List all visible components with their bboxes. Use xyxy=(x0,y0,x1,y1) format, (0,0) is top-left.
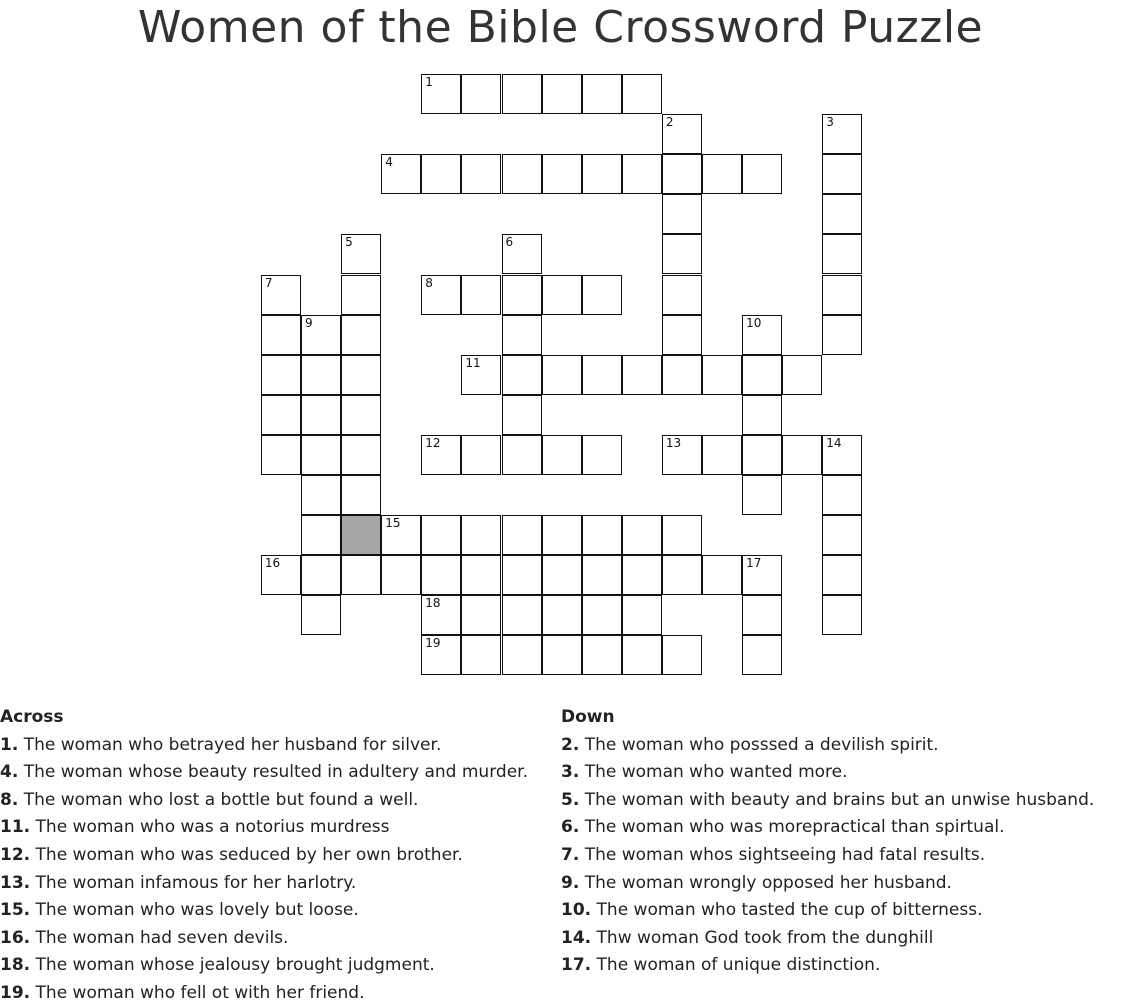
clue-number: 13. xyxy=(0,872,31,893)
grid-cell[interactable] xyxy=(301,315,341,355)
grid-cell[interactable] xyxy=(662,435,702,475)
grid-cell[interactable] xyxy=(261,555,301,595)
grid-cell[interactable] xyxy=(421,275,461,315)
grid-cell[interactable] xyxy=(582,275,622,315)
grid-cell[interactable] xyxy=(301,435,341,475)
grid-cell[interactable] xyxy=(381,515,421,555)
grid-cell[interactable] xyxy=(822,194,862,234)
cell-number: 7 xyxy=(264,275,273,290)
cell-number: 10 xyxy=(746,315,762,330)
across-clues xyxy=(0,704,560,1008)
down-clues xyxy=(561,704,1121,980)
down-heading: Down xyxy=(561,707,615,727)
grid-cell[interactable] xyxy=(502,435,542,475)
grid-cell[interactable] xyxy=(421,515,461,555)
clue-number: 17. xyxy=(561,955,592,976)
shaded-cell xyxy=(341,515,381,555)
clue-text: The woman who wanted more. xyxy=(584,762,848,783)
grid-cell[interactable] xyxy=(261,275,301,315)
grid-cell[interactable] xyxy=(542,555,582,595)
cell-number: 3 xyxy=(826,115,834,130)
grid-cell[interactable] xyxy=(381,555,421,595)
clue-number: 6. xyxy=(561,817,580,838)
grid-cell[interactable] xyxy=(502,275,542,315)
grid-cell[interactable] xyxy=(301,475,341,515)
grid-cell[interactable] xyxy=(461,435,501,475)
clue-text: The woman who was morepractical than spirtual. xyxy=(584,817,1005,838)
grid-cell[interactable] xyxy=(502,154,542,194)
clue-down-2 xyxy=(561,732,1121,760)
grid-cell[interactable] xyxy=(421,435,461,475)
grid-cell[interactable] xyxy=(461,275,501,315)
grid-cell[interactable] xyxy=(742,595,782,635)
clue-across-13 xyxy=(0,870,560,898)
grid-cell[interactable] xyxy=(301,395,341,435)
clue-number: 18. xyxy=(0,955,31,976)
grid-cell[interactable] xyxy=(622,555,662,595)
clue-down-10 xyxy=(561,897,1121,925)
grid-cell[interactable] xyxy=(502,395,542,435)
grid-cell[interactable] xyxy=(822,595,862,635)
clue-across-12 xyxy=(0,842,560,870)
grid-cell[interactable] xyxy=(542,275,582,315)
grid-cell[interactable] xyxy=(261,355,301,395)
clue-text: The woman who was lovely but loose. xyxy=(35,900,359,921)
grid-cell[interactable] xyxy=(301,355,341,395)
clue-across-1 xyxy=(0,732,560,760)
grid-cell[interactable] xyxy=(341,435,381,475)
grid-cell[interactable] xyxy=(582,515,622,555)
grid-cell[interactable] xyxy=(822,234,862,274)
grid-cell[interactable] xyxy=(702,555,742,595)
grid-cell[interactable] xyxy=(702,435,742,475)
grid-cell[interactable] xyxy=(341,475,381,515)
grid-cell[interactable] xyxy=(822,435,862,475)
clue-number: 3. xyxy=(561,762,580,783)
clue-across-15 xyxy=(0,897,560,925)
grid-cell[interactable] xyxy=(822,275,862,315)
grid-cell[interactable] xyxy=(742,635,782,675)
clue-number: 1. xyxy=(0,734,19,755)
clue-text: Thw woman God took from the dunghill xyxy=(596,927,934,948)
grid-cell[interactable] xyxy=(341,555,381,595)
grid-cell[interactable] xyxy=(542,595,582,635)
grid-cell[interactable] xyxy=(782,355,822,395)
grid-cell[interactable] xyxy=(542,635,582,675)
grid-cell[interactable] xyxy=(662,234,702,274)
grid-cell[interactable] xyxy=(582,635,622,675)
clue-text: The woman who posssed a devilish spirit. xyxy=(584,734,939,755)
cell-number: 5 xyxy=(345,235,353,250)
clue-number: 7. xyxy=(561,844,580,865)
grid-cell[interactable] xyxy=(461,595,501,635)
grid-cell[interactable] xyxy=(421,74,461,114)
grid-cell[interactable] xyxy=(582,74,622,114)
grid-cell[interactable] xyxy=(742,395,782,435)
clue-number: 15. xyxy=(0,900,31,921)
grid-cell[interactable] xyxy=(301,555,341,595)
grid-cell[interactable] xyxy=(822,475,862,515)
grid-cell[interactable] xyxy=(421,595,461,635)
grid-cell[interactable] xyxy=(502,234,542,274)
grid-cell[interactable] xyxy=(662,114,702,154)
puzzle-title: Women of the Bible Crossword Puzzle xyxy=(137,2,984,53)
clue-across-19 xyxy=(0,980,560,1008)
grid-cell[interactable] xyxy=(742,154,782,194)
grid-cell[interactable] xyxy=(542,435,582,475)
grid-cell[interactable] xyxy=(822,114,862,154)
clue-number: 16. xyxy=(0,927,31,948)
grid-cell[interactable] xyxy=(742,555,782,595)
grid-cell[interactable] xyxy=(461,355,501,395)
grid-cell[interactable] xyxy=(502,635,542,675)
grid-cell[interactable] xyxy=(341,234,381,274)
grid-cell[interactable] xyxy=(582,154,622,194)
grid-cell[interactable] xyxy=(662,355,702,395)
grid-cell[interactable] xyxy=(822,154,862,194)
clue-text: The woman who betrayed her husband for silver. xyxy=(23,734,442,755)
cell-number: 8 xyxy=(425,275,433,290)
clue-down-14 xyxy=(561,925,1121,953)
grid-cell[interactable] xyxy=(822,315,862,355)
grid-cell[interactable] xyxy=(461,635,501,675)
cell-number: 18 xyxy=(425,596,441,611)
grid-cell[interactable] xyxy=(742,475,782,515)
cell-number: 16 xyxy=(264,556,281,571)
cell-number: 2 xyxy=(665,115,674,130)
grid-cell[interactable] xyxy=(622,355,662,395)
clue-down-6 xyxy=(561,814,1121,842)
grid-cell[interactable] xyxy=(341,315,381,355)
grid-cell[interactable] xyxy=(582,435,622,475)
clue-number: 4. xyxy=(0,762,19,783)
clue-number: 11. xyxy=(0,817,31,838)
grid-cell[interactable] xyxy=(582,595,622,635)
grid-cell[interactable] xyxy=(502,315,542,355)
grid-cell[interactable] xyxy=(261,435,301,475)
cell-number: 19 xyxy=(425,636,441,651)
clue-number: 19. xyxy=(0,982,31,1003)
across-heading: Across xyxy=(0,707,64,727)
clue-number: 8. xyxy=(0,789,19,810)
cell-number: 9 xyxy=(305,315,313,330)
grid-cell[interactable] xyxy=(622,515,662,555)
clue-number: 2. xyxy=(561,734,580,755)
clue-text: The woman whose jealousy brought judgment. xyxy=(35,955,435,976)
clue-number: 9. xyxy=(561,872,580,893)
clue-across-4 xyxy=(0,759,560,787)
grid-cell[interactable] xyxy=(622,635,662,675)
clue-text: The woman who was a notorius murdress xyxy=(35,817,390,838)
clue-number: 10. xyxy=(561,900,592,921)
cell-number: 14 xyxy=(826,435,842,450)
clue-text: The woman whos sightseeing had fatal results. xyxy=(584,844,986,865)
clue-text: The woman had seven devils. xyxy=(35,927,289,948)
grid-cell[interactable] xyxy=(502,555,542,595)
grid-cell[interactable] xyxy=(662,194,702,234)
clue-text: The woman who fell ot with her friend. xyxy=(35,982,365,1003)
clue-number: 12. xyxy=(0,844,31,865)
grid-cell[interactable] xyxy=(542,355,582,395)
clue-number: 14. xyxy=(561,927,592,948)
clue-across-16 xyxy=(0,925,560,953)
grid-cell[interactable] xyxy=(341,395,381,435)
grid-cell[interactable] xyxy=(421,154,461,194)
grid-cell[interactable] xyxy=(822,515,862,555)
grid-cell[interactable] xyxy=(742,355,782,395)
grid-cell[interactable] xyxy=(421,635,461,675)
grid-cell[interactable] xyxy=(662,635,702,675)
grid-cell[interactable] xyxy=(622,154,662,194)
clue-text: The woman wrongly opposed her husband. xyxy=(584,872,952,893)
clue-text: The woman who tasted the cup of bitterness. xyxy=(596,900,983,921)
grid-cell[interactable] xyxy=(461,515,501,555)
grid-cell[interactable] xyxy=(582,555,622,595)
cell-number: 4 xyxy=(385,155,393,170)
grid-cell[interactable] xyxy=(742,315,782,355)
clue-text: The woman infamous for her harlotry. xyxy=(35,872,357,893)
grid-cell[interactable] xyxy=(261,395,301,435)
clue-text: The woman with beauty and brains but an unwise husband. xyxy=(584,789,1095,810)
grid-cell[interactable] xyxy=(341,275,381,315)
grid-cell[interactable] xyxy=(261,315,301,355)
grid-cell[interactable] xyxy=(622,74,662,114)
grid-cell[interactable] xyxy=(461,74,501,114)
clue-down-7 xyxy=(561,842,1121,870)
grid-cell[interactable] xyxy=(461,555,501,595)
cell-number: 1 xyxy=(425,75,433,89)
grid-cell[interactable] xyxy=(702,355,742,395)
grid-cell[interactable] xyxy=(502,355,542,395)
grid-cell[interactable] xyxy=(582,355,622,395)
grid-cell[interactable] xyxy=(662,154,702,194)
clue-text: The woman whose beauty resulted in adultery and murder. xyxy=(23,762,528,783)
grid-cell[interactable] xyxy=(381,154,421,194)
grid-cell[interactable] xyxy=(502,515,542,555)
cell-number: 11 xyxy=(465,355,481,370)
grid-cell[interactable] xyxy=(542,74,582,114)
clue-down-17 xyxy=(561,952,1121,980)
grid-cell[interactable] xyxy=(782,435,822,475)
grid-cell[interactable] xyxy=(742,435,782,475)
grid-cell[interactable] xyxy=(622,595,662,635)
cell-number: 13 xyxy=(665,435,682,450)
grid-cell[interactable] xyxy=(341,355,381,395)
grid-cell[interactable] xyxy=(421,555,461,595)
clue-down-5 xyxy=(561,787,1121,815)
cell-number: 12 xyxy=(425,435,441,450)
grid-cell[interactable] xyxy=(662,555,702,595)
grid-cell[interactable] xyxy=(662,515,702,555)
grid-cell[interactable] xyxy=(301,515,341,555)
grid-cell[interactable] xyxy=(822,555,862,595)
grid-cell[interactable] xyxy=(542,154,582,194)
grid-cell[interactable] xyxy=(461,154,501,194)
grid-cell[interactable] xyxy=(502,595,542,635)
cell-number: 15 xyxy=(385,516,401,531)
clue-text: The woman who was seduced by her own brother. xyxy=(35,844,463,865)
clue-text: The woman who lost a bottle but found a well. xyxy=(23,789,419,810)
cell-number: 6 xyxy=(505,235,514,250)
grid-cell[interactable] xyxy=(542,515,582,555)
clue-across-18 xyxy=(0,952,560,980)
clue-number: 5. xyxy=(561,789,580,810)
clue-across-8 xyxy=(0,787,560,815)
clue-down-3 xyxy=(561,759,1121,787)
clue-across-11 xyxy=(0,814,560,842)
grid-cell[interactable] xyxy=(502,74,542,114)
grid-cell[interactable] xyxy=(702,154,742,194)
clue-text: The woman of unique distinction. xyxy=(596,955,881,976)
grid-cell[interactable] xyxy=(662,315,702,355)
cell-number: 17 xyxy=(746,556,762,571)
grid-cell[interactable] xyxy=(301,595,341,635)
grid-cell[interactable] xyxy=(662,275,702,315)
clue-down-9 xyxy=(561,870,1121,898)
